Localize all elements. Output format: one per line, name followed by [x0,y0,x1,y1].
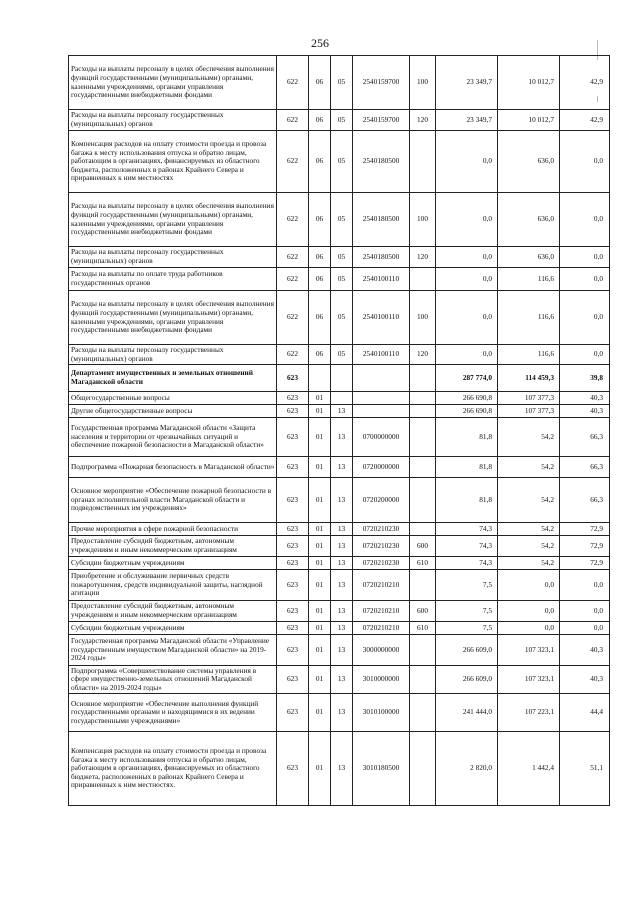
ved-code-cell: 623 [277,478,309,523]
executed-amount-cell: 0,0 [498,601,560,622]
expense-type-code-cell [410,732,436,806]
subsection-code-cell: 13 [331,536,353,557]
ved-code-cell: 622 [277,193,309,247]
ved-code-cell: 622 [277,268,309,291]
executed-amount-cell: 54,2 [498,536,560,557]
planned-amount-cell: 2 820,0 [436,732,498,806]
expense-type-code-cell: 120 [410,110,436,131]
table-row [69,570,610,601]
section-code-cell: 06 [309,193,331,247]
ved-code-cell: 623 [277,601,309,622]
planned-amount-cell: 23 349,7 [436,56,498,110]
subsection-code-cell: 05 [331,268,353,291]
execution-percent-cell: 51,1 [560,732,610,806]
table-row [69,291,610,345]
planned-amount-cell: 0,0 [436,268,498,291]
planned-amount-cell: 0,0 [436,291,498,345]
row-name-cell: Расходы на выплаты персоналу в целях обеспечения выполнения функций государственными (муниципальными) органами, казенными учреждениями, органами управления государственными внебюджетными фондами [69,56,277,110]
planned-amount-cell: 266 690,8 [436,392,498,405]
row-name-cell: Предоставление субсидий бюджетным, автономным учреждениям и иным некоммерческим организациям [69,536,277,557]
target-article-code-cell: 3010000000 [353,666,410,694]
section-code-cell: 06 [309,268,331,291]
execution-percent-cell: 40,3 [560,392,610,405]
expense-type-code-cell [410,694,436,732]
section-code-cell: 06 [309,247,331,268]
target-article-code-cell: 2540159700 [353,110,410,131]
table-row [69,732,610,806]
section-code-cell: 06 [309,291,331,345]
target-article-code-cell: 3010100000 [353,694,410,732]
section-code-cell: 01 [309,570,331,601]
table-body [69,56,610,806]
execution-percent-cell: 44,4 [560,694,610,732]
row-name-cell: Другие общегосударственные вопросы [69,405,277,418]
execution-percent-cell: 0,0 [560,345,610,365]
execution-percent-cell: 66,3 [560,478,610,523]
planned-amount-cell: 0,0 [436,193,498,247]
ved-code-cell: 623 [277,418,309,457]
ved-code-cell: 623 [277,457,309,478]
planned-amount-cell: 0,0 [436,247,498,268]
planned-amount-cell: 266 609,0 [436,635,498,666]
executed-amount-cell: 107 323,1 [498,635,560,666]
execution-percent-cell: 40,3 [560,635,610,666]
target-article-code-cell: 0720210210 [353,570,410,601]
subsection-code-cell: 05 [331,345,353,365]
row-name-cell: Расходы на выплаты персоналу государственных (муниципальных) органов [69,110,277,131]
row-name-cell: Расходы на выплаты по оплате труда работников государственных органов [69,268,277,291]
planned-amount-cell: 7,5 [436,570,498,601]
subsection-code-cell: 05 [331,291,353,345]
subsection-code-cell: 13 [331,732,353,806]
target-article-code-cell: 0720210210 [353,601,410,622]
planned-amount-cell: 74,3 [436,523,498,536]
planned-amount-cell: 266 690,8 [436,405,498,418]
table-row [69,392,610,405]
section-code-cell: 01 [309,478,331,523]
ved-code-cell: 622 [277,56,309,110]
target-article-code-cell [353,392,410,405]
subsection-code-cell [331,365,353,392]
table-row [69,247,610,268]
target-article-code-cell: 0720210210 [353,622,410,635]
section-code-cell: 01 [309,523,331,536]
execution-percent-cell: 72,9 [560,523,610,536]
section-code-cell: 01 [309,557,331,570]
table-row [69,601,610,622]
section-code-cell: 01 [309,635,331,666]
subsection-code-cell: 13 [331,478,353,523]
target-article-code-cell [353,365,410,392]
planned-amount-cell: 74,3 [436,557,498,570]
target-article-code-cell: 0720200000 [353,478,410,523]
section-code-cell: 06 [309,56,331,110]
subsection-code-cell: 13 [331,418,353,457]
execution-percent-cell: 72,9 [560,557,610,570]
table-row [69,193,610,247]
executed-amount-cell: 107 377,3 [498,392,560,405]
planned-amount-cell: 81,8 [436,478,498,523]
execution-percent-cell: 40,3 [560,666,610,694]
section-code-cell: 01 [309,601,331,622]
section-code-cell: 06 [309,131,331,193]
target-article-code-cell: 3010180500 [353,732,410,806]
execution-percent-cell: 39,8 [560,365,610,392]
ved-code-cell: 623 [277,694,309,732]
execution-percent-cell: 66,3 [560,457,610,478]
table-row [69,478,610,523]
table-row [69,345,610,365]
expense-type-code-cell [410,131,436,193]
execution-percent-cell: 0,0 [560,131,610,193]
executed-amount-cell: 54,2 [498,523,560,536]
executed-amount-cell: 10 012,7 [498,56,560,110]
target-article-code-cell: 2540180500 [353,193,410,247]
subsection-code-cell: 13 [331,694,353,732]
target-article-code-cell: 0720210230 [353,557,410,570]
subsection-code-cell: 13 [331,666,353,694]
executed-amount-cell: 54,2 [498,478,560,523]
target-article-code-cell [353,405,410,418]
ved-code-cell: 623 [277,622,309,635]
row-name-cell: Компенсация расходов на оплату стоимости проезда и провоза багажа к месту использования отпуска и обратно лицам, работающим в организациях, финансируемых из областного бюджета, расположенных в районах Крайнего Севера и приравненных к ним местностях. [69,732,277,806]
subsection-code-cell: 13 [331,405,353,418]
target-article-code-cell: 2540100110 [353,345,410,365]
executed-amount-cell: 54,2 [498,457,560,478]
executed-amount-cell: 116,6 [498,291,560,345]
subsection-code-cell: 05 [331,110,353,131]
expense-type-code-cell [410,635,436,666]
execution-percent-cell: 42,9 [560,56,610,110]
ved-code-cell: 623 [277,365,309,392]
expense-type-code-cell: 120 [410,345,436,365]
row-name-cell: Расходы на выплаты персоналу в целях обеспечения выполнения функций государственными (муниципальными) органами, казенными учреждениями, органами управления государственными внебюджетными фондами [69,291,277,345]
table-row [69,694,610,732]
executed-amount-cell: 54,2 [498,418,560,457]
executed-amount-cell: 0,0 [498,570,560,601]
subsection-code-cell: 05 [331,131,353,193]
expense-type-code-cell [410,365,436,392]
execution-percent-cell: 0,0 [560,570,610,601]
row-name-cell: Расходы на выплаты персоналу в целях обеспечения выполнения функций государственными (муниципальными) органами, казенными учреждениями, органами управления государственными внебюджетными фондами [69,193,277,247]
planned-amount-cell: 74,3 [436,536,498,557]
section-code-cell: 01 [309,622,331,635]
expense-type-code-cell [410,570,436,601]
executed-amount-cell: 0,0 [498,622,560,635]
subsection-code-cell: 13 [331,622,353,635]
ved-code-cell: 622 [277,247,309,268]
row-name-cell: Основное мероприятие «Обеспечение пожарной безопасности в органах исполнительной власти Магаданской области и подведомственных им учреждениях» [69,478,277,523]
ved-code-cell: 623 [277,635,309,666]
expense-type-code-cell [410,392,436,405]
section-code-cell: 01 [309,392,331,405]
executed-amount-cell: 116,6 [498,345,560,365]
executed-amount-cell: 114 459,3 [498,365,560,392]
expense-type-code-cell [410,666,436,694]
planned-amount-cell: 7,5 [436,622,498,635]
table-row [69,405,610,418]
table-row [69,457,610,478]
row-name-cell: Субсидии бюджетным учреждениям [69,557,277,570]
planned-amount-cell: 81,8 [436,457,498,478]
ved-code-cell: 622 [277,291,309,345]
subsection-code-cell: 13 [331,601,353,622]
expense-type-code-cell: 100 [410,56,436,110]
row-name-cell: Подпрограмма «Совершенствование системы управления в сфере имущественно-земельных отношений Магаданской области» на 2019-2024 годы» [69,666,277,694]
table-row [69,622,610,635]
expense-type-code-cell: 610 [410,622,436,635]
executed-amount-cell: 107 223,1 [498,694,560,732]
table-row [69,418,610,457]
row-name-cell: Расходы на выплаты персоналу государственных (муниципальных) органов [69,345,277,365]
executed-amount-cell: 636,0 [498,131,560,193]
expense-type-code-cell [410,523,436,536]
table-row [69,131,610,193]
row-name-cell: Государственная программа Магаданской области «Управление государственным имуществом Магаданской области» на 2019-2024 годы» [69,635,277,666]
target-article-code-cell: 0720000000 [353,457,410,478]
row-name-cell: Расходы на выплаты персоналу государственных (муниципальных) органов [69,247,277,268]
row-name-cell: Компенсация расходов на оплату стоимости проезда и провоза багажа к месту использования отпуска и обратно лицам, работающим в организациях, финансируемых из областного бюджета, расположенных в районах Крайнего Севера и приравненных к ним местностях [69,131,277,193]
execution-percent-cell: 0,0 [560,247,610,268]
table-row [69,635,610,666]
section-code-cell: 01 [309,405,331,418]
ved-code-cell: 623 [277,557,309,570]
execution-percent-cell: 42,9 [560,110,610,131]
ved-code-cell: 622 [277,131,309,193]
expense-type-code-cell: 600 [410,536,436,557]
table-row [69,557,610,570]
ved-code-cell: 622 [277,110,309,131]
section-code-cell: 01 [309,666,331,694]
row-name-cell: Общегосударственные вопросы [69,392,277,405]
expense-type-code-cell: 600 [410,601,436,622]
ved-code-cell: 623 [277,523,309,536]
subsection-code-cell: 05 [331,56,353,110]
table-row [69,523,610,536]
ved-code-cell: 623 [277,405,309,418]
expense-type-code-cell [410,418,436,457]
planned-amount-cell: 241 444,0 [436,694,498,732]
section-code-cell: 06 [309,345,331,365]
target-article-code-cell: 2540100110 [353,291,410,345]
target-article-code-cell: 0720210230 [353,523,410,536]
expense-type-code-cell [410,268,436,291]
ved-code-cell: 623 [277,666,309,694]
planned-amount-cell: 0,0 [436,131,498,193]
page-number: 256 [311,36,329,50]
row-name-cell: Предоставление субсидий бюджетным, автономным учреждениям и иным некоммерческим организациям [69,601,277,622]
table-row [69,56,610,110]
execution-percent-cell: 0,0 [560,601,610,622]
executed-amount-cell: 116,6 [498,268,560,291]
subsection-code-cell [331,392,353,405]
ved-code-cell: 623 [277,570,309,601]
executed-amount-cell: 10 012,7 [498,110,560,131]
subsection-code-cell: 13 [331,557,353,570]
execution-percent-cell: 66,3 [560,418,610,457]
executed-amount-cell: 636,0 [498,247,560,268]
section-code-cell [309,365,331,392]
ved-code-cell: 622 [277,345,309,365]
row-name-cell: Основное мероприятие «Обеспечение выполнения функций государственными органами и находящимися в их ведении государственными учреждениями» [69,694,277,732]
execution-percent-cell: 0,0 [560,193,610,247]
expense-type-code-cell [410,405,436,418]
section-code-cell: 01 [309,457,331,478]
subsection-code-cell: 05 [331,193,353,247]
planned-amount-cell: 287 774,0 [436,365,498,392]
planned-amount-cell: 7,5 [436,601,498,622]
table-row [69,365,610,392]
execution-percent-cell: 72,9 [560,536,610,557]
table-row [69,268,610,291]
target-article-code-cell: 2540180500 [353,247,410,268]
executed-amount-cell: 636,0 [498,193,560,247]
subsection-code-cell: 13 [331,523,353,536]
expense-type-code-cell: 610 [410,557,436,570]
subsection-code-cell: 13 [331,570,353,601]
execution-percent-cell: 40,3 [560,405,610,418]
target-article-code-cell: 2540159700 [353,56,410,110]
budget-expenditure-table [68,55,610,806]
subsection-code-cell: 05 [331,247,353,268]
row-name-cell: Государственная программа Магаданской области «Защита населения и территории от чрезвычайных ситуаций и обеспечение пожарной безопасности в Магаданской области» [69,418,277,457]
target-article-code-cell: 2540180500 [353,131,410,193]
subsection-code-cell: 13 [331,457,353,478]
planned-amount-cell: 266 609,0 [436,666,498,694]
executed-amount-cell: 107 323,1 [498,666,560,694]
expense-type-code-cell [410,457,436,478]
section-code-cell: 01 [309,732,331,806]
section-code-cell: 01 [309,418,331,457]
expense-type-code-cell: 120 [410,247,436,268]
row-name-cell: Прочие мероприятия в сфере пожарной безопасности [69,523,277,536]
expense-type-code-cell: 100 [410,291,436,345]
execution-percent-cell: 0,0 [560,268,610,291]
table-row [69,536,610,557]
section-code-cell: 06 [309,110,331,131]
target-article-code-cell: 0720210230 [353,536,410,557]
expense-type-code-cell: 100 [410,193,436,247]
table-row [69,110,610,131]
target-article-code-cell: 0700000000 [353,418,410,457]
planned-amount-cell: 23 349,7 [436,110,498,131]
ved-code-cell: 623 [277,536,309,557]
expense-type-code-cell [410,478,436,523]
target-article-code-cell: 2540100110 [353,268,410,291]
planned-amount-cell: 0,0 [436,345,498,365]
section-code-cell: 01 [309,694,331,732]
table-row [69,666,610,694]
row-name-cell: Подпрограмма «Пожарная безопасность в Магаданской области» [69,457,277,478]
execution-percent-cell: 0,0 [560,622,610,635]
execution-percent-cell: 0,0 [560,291,610,345]
section-code-cell: 01 [309,536,331,557]
ved-code-cell: 623 [277,732,309,806]
target-article-code-cell: 3000000000 [353,635,410,666]
executed-amount-cell: 1 442,4 [498,732,560,806]
row-name-cell: Приобретение и обслуживание первичных средств пожаротушения, средств индивидуальной защиты, наглядной агитации [69,570,277,601]
ved-code-cell: 623 [277,392,309,405]
row-name-cell: Субсидии бюджетным учреждениям [69,622,277,635]
planned-amount-cell: 81,8 [436,418,498,457]
executed-amount-cell: 107 377,3 [498,405,560,418]
executed-amount-cell: 54,2 [498,557,560,570]
subsection-code-cell: 13 [331,635,353,666]
row-name-cell: Департамент имущественных и земельных отношений Магаданской области [69,365,277,392]
